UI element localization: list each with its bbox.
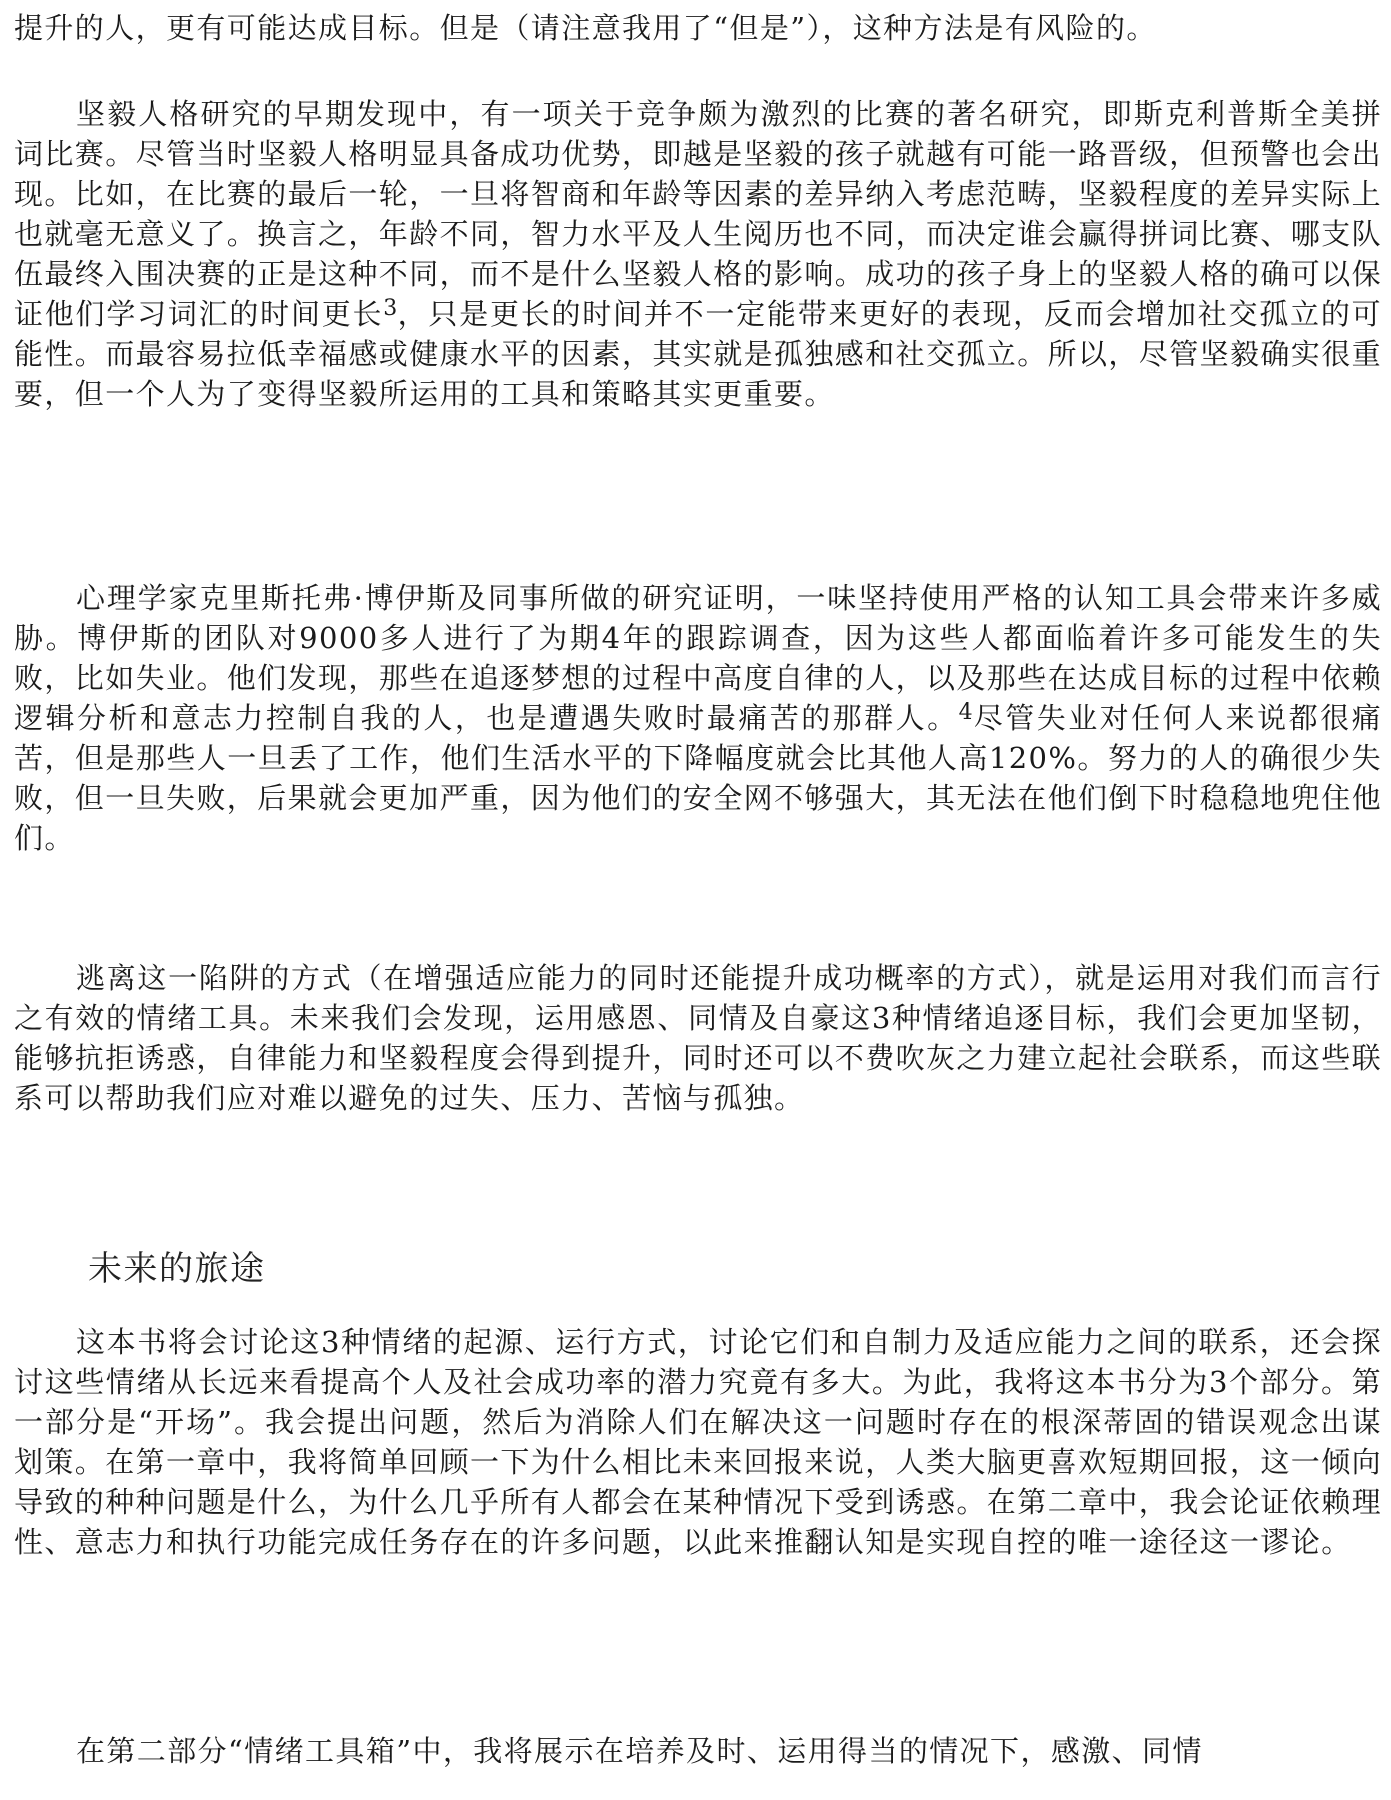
paragraph-text: 提升的人，更有可能达成目标。但是（请注意我用了“但是”），这种方法是有风险的。: [14, 11, 1157, 45]
paragraph-text: 这本书将会讨论这3种情绪的起源、运行方式，讨论它们和自制力及适应能力之间的联系，还会探讨这些情绪从长远来看提高个人及社会成功率的潜力究竟有多大。为此，我将这本书分为3个部分。第一部分是“开场”。我会提出问题，然后为消除人们在解决这一问题时存在的根深蒂固的错误观念出谋划策。在第一章中，我将简单回顾一下为什么相比未来回报来说，人类大脑更喜欢短期回报，这一倾向导致的种种问题是什么，为什么几乎所有人都会在某种情况下受到诱惑。在第二章中，我会论证依赖理性、意志力和执行功能完成任务存在的许多问题，以此来推翻认知是实现自控的唯一途径这一谬论。: [14, 1325, 1383, 1559]
section-heading: 未来的旅途: [88, 1249, 266, 1289]
paragraph-boyce-study: [14, 578, 1382, 858]
footnote-marker-3[interactable]: 3: [383, 296, 398, 321]
paragraph-book-structure: [14, 1322, 1382, 1562]
paragraph-escape-trap: [14, 958, 1382, 1118]
footnote-marker-4[interactable]: 4: [958, 700, 973, 725]
paragraph-part-two: [14, 1731, 1382, 1771]
paragraph-grit-research: [14, 94, 1382, 414]
paragraph-intro-continued: [14, 8, 1382, 48]
paragraph-text: 在第二部分“情绪工具箱”中，我将展示在培养及时、运用得当的情况下，感激、同情: [76, 1734, 1203, 1768]
paragraph-text: 逃离这一陷阱的方式（在增强适应能力的同时还能提升成功概率的方式），就是运用对我们而言行之有效的情绪工具。未来我们会发现，运用感恩、同情及自豪这3种情绪追逐目标，我们会更加坚韧，能够抗拒诱惑，自律能力和坚毅程度会得到提升，同时还可以不费吹灰之力建立起社会联系，而这些联系可以帮助我们应对难以避免的过失、压力、苦恼与孤独。: [14, 961, 1383, 1115]
paragraph-text: 心理学家克里斯托弗·博伊斯及同事所做的研究证明，一味坚持使用严格的认知工具会带来许多威胁。博伊斯的团队对9000多人进行了为期4年的跟踪调查，因为这些人都面临着许多可能发生的失败，比如失业。他们发现，那些在追逐梦想的过程中高度自律的人，以及那些在达成目标的过程中依赖逻辑分析和意志力控制自我的人，也是遭遇失败时最痛苦的那群人。: [14, 581, 1383, 735]
paragraph-text: 尽管失业对任何人来说都很痛苦，但是那些人一旦丢了工作，他们生活水平的下降幅度就会比其他人高120%。努力的人的确很少失败，但一旦失败，后果就会更加严重，因为他们的安全网不够强大，其无法在他们倒下时稳稳地兜住他们。: [14, 701, 1383, 855]
paragraph-text: 坚毅人格研究的早期发现中，有一项关于竞争颇为激烈的比赛的著名研究，即斯克利普斯全美拼词比赛。尽管当时坚毅人格明显具备成功优势，即越是坚毅的孩子就越有可能一路晋级，但预警也会出现。比如，在比赛的最后一轮，一旦将智商和年龄等因素的差异纳入考虑范畴，坚毅程度的差异实际上也就毫无意义了。换言之，年龄不同，智力水平及人生阅历也不同，而决定谁会赢得拼词比赛、哪支队伍最终入围决赛的正是这种不同，而不是什么坚毅人格的影响。成功的孩子身上的坚毅人格的确可以保证他们学习词汇的时间更长: [14, 97, 1383, 331]
paragraph-text: ，只是更长的时间并不一定能带来更好的表现，反而会增加社交孤立的可能性。而最容易拉低幸福感或健康水平的因素，其实就是孤独感和社交孤立。所以，尽管坚毅确实很重要，但一个人为了变得坚毅所运用的工具和策略其实更重要。: [14, 297, 1383, 411]
